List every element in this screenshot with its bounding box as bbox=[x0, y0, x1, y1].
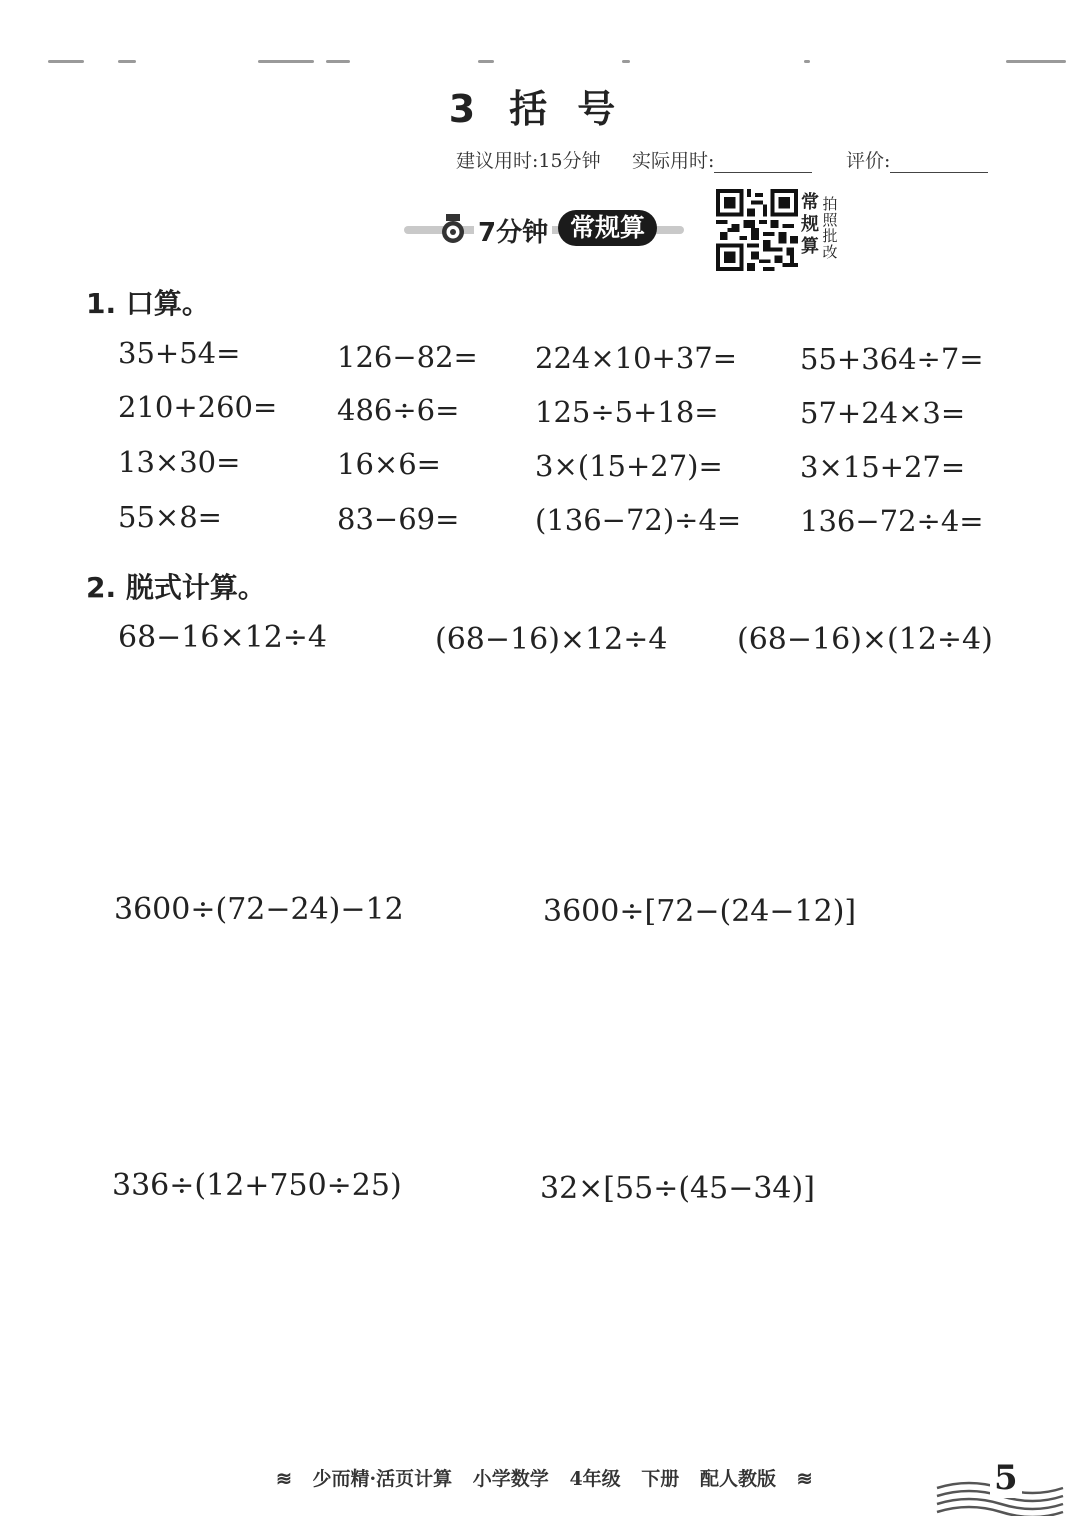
scan-mark bbox=[478, 60, 494, 63]
suggested-time: 建议用时:15分钟 bbox=[456, 150, 601, 172]
oral-item: 3×15+27= bbox=[800, 450, 966, 484]
footer-subject: 小学数学 bbox=[472, 1468, 549, 1490]
oral-item: 210+260= bbox=[118, 390, 278, 424]
scan-mark bbox=[1006, 60, 1066, 63]
scan-mark bbox=[48, 60, 84, 63]
evaluation-label: 评价: bbox=[846, 150, 891, 172]
expression-item: 32×[55÷(45−34)] bbox=[540, 1171, 815, 1206]
qr-code-icon[interactable] bbox=[716, 188, 798, 272]
oral-item: 3×(15+27)= bbox=[535, 449, 723, 483]
oral-item: 57+24×3= bbox=[800, 396, 966, 430]
evaluation bbox=[846, 146, 988, 173]
footer-grade: 4年级 bbox=[569, 1468, 621, 1490]
scan-mark bbox=[622, 60, 630, 63]
oral-item: 83−69= bbox=[337, 502, 460, 536]
actual-time-label: 实际用时: bbox=[632, 150, 715, 172]
expression-item: 3600÷[72−(24−12)] bbox=[543, 894, 857, 929]
expression-item: (68−16)×12÷4 bbox=[435, 622, 668, 657]
section-2-heading: 2. 脱式计算。 bbox=[86, 571, 266, 604]
evaluation-blank[interactable] bbox=[890, 154, 988, 173]
routine-badge: 常规算 bbox=[558, 210, 657, 246]
qr-caption-routine: 常规算 bbox=[801, 192, 819, 257]
minutes-label: 7分钟 bbox=[474, 212, 552, 249]
oral-item: 55+364÷7= bbox=[800, 342, 984, 376]
oral-item: 125÷5+18= bbox=[535, 395, 719, 429]
qr-caption-photo: 拍照批改 bbox=[822, 195, 838, 261]
oral-item: 486÷6= bbox=[337, 393, 460, 427]
medal-icon bbox=[440, 213, 466, 245]
footer-edition: 配人教版 bbox=[699, 1468, 776, 1490]
title-char: 号 bbox=[577, 87, 618, 131]
actual-time-blank[interactable] bbox=[714, 154, 812, 173]
page-number: 5 bbox=[990, 1458, 1022, 1498]
oral-item: 35+54= bbox=[118, 336, 241, 370]
wave-icon: ≋ bbox=[796, 1468, 813, 1490]
scan-mark bbox=[118, 60, 136, 63]
oral-item: 136−72÷4= bbox=[800, 504, 984, 538]
oral-item: 13×30= bbox=[118, 445, 241, 479]
title-char: 括 bbox=[509, 87, 550, 131]
expression-item: 68−16×12÷4 bbox=[118, 620, 328, 655]
oral-item: 55×8= bbox=[118, 500, 222, 534]
timer-banner bbox=[404, 206, 684, 252]
oral-item: 16×6= bbox=[337, 447, 441, 481]
scan-mark bbox=[326, 60, 350, 63]
expression-item: 336÷(12+750÷25) bbox=[112, 1168, 402, 1203]
title-number: 3 bbox=[448, 87, 478, 131]
scan-mark bbox=[804, 60, 810, 63]
oral-item: 126−82= bbox=[337, 340, 478, 374]
footer bbox=[276, 1464, 827, 1491]
expression-item: 3600÷(72−24)−12 bbox=[114, 892, 404, 927]
footer-series: 少而精·活页计算 bbox=[312, 1468, 453, 1490]
scan-mark bbox=[258, 60, 314, 63]
oral-item: 224×10+37= bbox=[535, 341, 738, 375]
section-1-heading: 1. 口算。 bbox=[86, 287, 210, 320]
expression-item: (68−16)×(12÷4) bbox=[737, 622, 993, 657]
page-title bbox=[0, 78, 1080, 133]
wave-icon: ≋ bbox=[276, 1468, 292, 1490]
oral-item: (136−72)÷4= bbox=[535, 503, 742, 537]
footer-volume: 下册 bbox=[641, 1468, 680, 1490]
actual-time bbox=[632, 146, 812, 173]
